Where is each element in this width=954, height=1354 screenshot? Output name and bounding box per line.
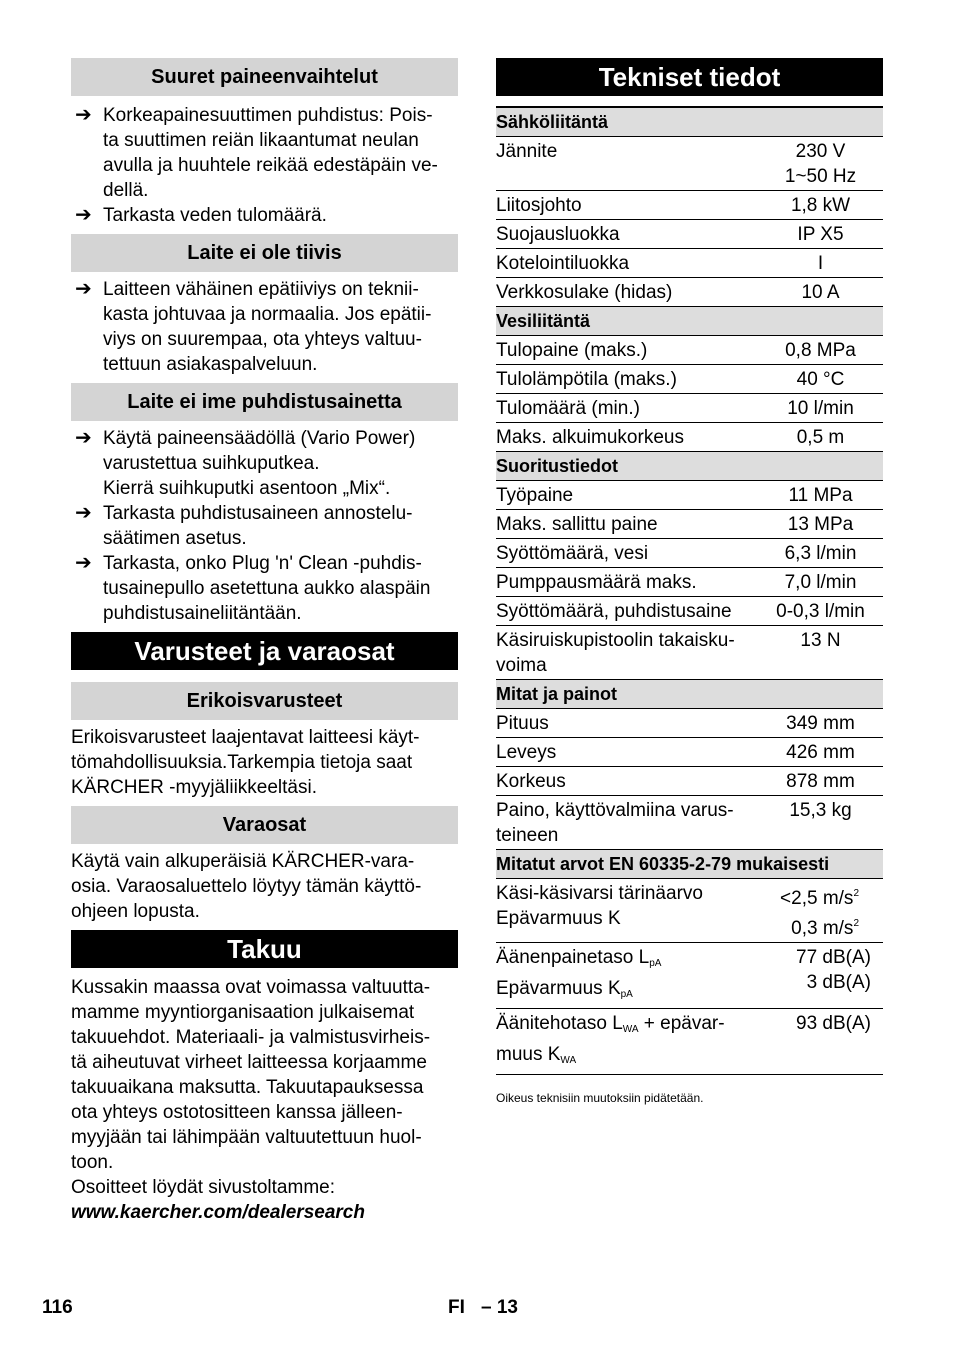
spec-row: Käsi-käsivarsi tärinäarvo Epävarmuus K <2,5 $m/s^2$ 0,3 $m/s^2$ (496, 879, 883, 943)
spec-category: Mitatut arvot EN 60335-2-79 mukaisesti (496, 850, 883, 879)
arrow-icon: ➔ (75, 552, 92, 574)
arrow-icon: ➔ (75, 502, 92, 524)
paragraph: Käytä vain alkuperäisiä KÄRCHER-vara- osia. Varaosaluettelo löytyy tämän käyttö- ohjeen lopusta. (71, 851, 422, 922)
spec-category: Mitat ja painot (496, 680, 883, 709)
spec-row: Kotelointiluokka I (496, 249, 883, 278)
heading-laite-ei-ime-puhdistusainetta: Laite ei ime puhdistusainetta (71, 383, 458, 421)
arrow-icon: ➔ (75, 278, 92, 300)
paragraph: Erikoisvarusteet laajentavat laitteesi käyt- tömahdollisuuksia.Tarkempia tietoja saat KÄRCHER -myyjäliikkeeltäsi. (71, 727, 420, 798)
spec-row: Syöttömäärä, puhdistusaine 0-0,3 l/min (496, 597, 883, 626)
language-code: FI (448, 1297, 465, 1318)
spec-row: Suojausluokka IP X5 (496, 220, 883, 249)
spec-row: Tulomäärä (min.) 10 l/min (496, 394, 883, 423)
spec-row: Pituus 349 mm (496, 709, 883, 738)
spec-row: Liitosjohto 1,8 kW (496, 191, 883, 220)
spec-row: Maks. sallittu paine 13 MPa (496, 510, 883, 539)
section-page-number: – 13 (481, 1297, 518, 1318)
dealer-search-link[interactable]: www.kaercher.com/dealersearch (71, 1202, 365, 1223)
heading-varaosat: Varaosat (71, 806, 458, 844)
page-number: 116 (42, 1297, 73, 1318)
spec-row: Käsiruiskupistoolin takaisku- voima 13 N (496, 626, 883, 680)
spec-row: Äänitehotaso $L_{WA}$ + epävar- muus $K_{WA}$ 93 dB(A) (496, 1009, 883, 1075)
arrow-icon: ➔ (75, 104, 92, 126)
footnote: Oikeus teknisiin muutoksiin pidätetään. (496, 1091, 704, 1105)
bullet-item: ➔ Korkeapainesuuttimen puhdistus: Pois- ta suuttimen reiän likaantumat neulan avulla ja huuhtele reikää edestäpäin ve- dellä. (75, 104, 438, 201)
bullet-item: ➔ Laitteen vähäinen epätiiviys on teknii- kasta johtuvaa ja normaalia. Jos epätii- viys on suurempaa, ota yhteys valtuu- tettuun asiakaspalveluun. (75, 278, 432, 375)
heading-takuu: Takuu (71, 930, 458, 968)
spec-row: Syöttömäärä, vesi 6,3 l/min (496, 539, 883, 568)
spec-row: Leveys 426 mm (496, 738, 883, 767)
arrow-icon: ➔ (75, 204, 92, 226)
spec-row: Maks. alkuimukorkeus 0,5 m (496, 423, 883, 452)
spec-row: Jännite 230 V 1~50 Hz (496, 137, 883, 191)
arrow-icon: ➔ (75, 427, 92, 449)
spec-row: Verkkosulake (hidas) 10 A (496, 278, 883, 307)
spec-table (496, 106, 883, 1075)
spec-row: Äänenpainetaso $L_{pA}$ Epävarmuus $K_{pA}$ 77 dB(A) 3 dB(A) (496, 943, 883, 1009)
bullet-item: ➔ Käytä paineensäädöllä (Vario Power) varustettua suihkuputkea. Kierrä suihkuputki asentoon „Mix“. (75, 427, 416, 499)
bullet-item: ➔ Tarkasta puhdistusaineen annostelu- säätimen asetus. (75, 502, 413, 549)
bullet-item: ➔ Tarkasta veden tulomäärä. (75, 204, 327, 226)
heading-varusteet-ja-varaosat: Varusteet ja varaosat (71, 632, 458, 670)
right-column (496, 58, 883, 1105)
left-column (71, 58, 458, 1225)
heading-suuret-paineenvaihtelut: Suuret paineenvaihtelut (71, 58, 458, 96)
heading-laite-ei-ole-tiivis: Laite ei ole tiivis (71, 234, 458, 272)
spec-row: Työpaine 11 MPa (496, 481, 883, 510)
heading-tekniset-tiedot: Tekniset tiedot (496, 58, 883, 96)
bullet-item: ➔ Tarkasta, onko Plug 'n' Clean -puhdis- tusainepullo asetettuna aukko alaspäin puhdistusaineliitäntään. (75, 552, 431, 624)
spec-row: Tulopaine (maks.) 0,8 MPa (496, 336, 883, 365)
spec-row: Korkeus 878 mm (496, 767, 883, 796)
spec-row: Pumppausmäärä maks. 7,0 l/min (496, 568, 883, 597)
spec-row: Tulolämpötila (maks.) 40 °C (496, 365, 883, 394)
spec-category: Suoritustiedot (496, 452, 883, 481)
spec-category: Vesiliitäntä (496, 307, 883, 336)
spec-row: Paino, käyttövalmiina varus- teineen 15,3 kg (496, 796, 883, 850)
paragraph: Kussakin maassa ovat voimassa valtuutta- mamme myyntiorganisaation julkaisemat takuuehdot. Materiaali- ja valmistusvirheis- tä aiheutuvat virheet laitteessa korjaamme takuuaikana maksutta. Takuutapauksessa ota yhteys ostotositteen kanssa jälleen- myyjään tai lähimpään valtuutettuun huol- toon. Osoitteet löydät sivustoltamme: www.kaercher.com/dealersearch (71, 975, 458, 1225)
spec-category: Sähköliitäntä (496, 107, 883, 137)
heading-erikoisvarusteet: Erikoisvarusteet (71, 682, 458, 720)
